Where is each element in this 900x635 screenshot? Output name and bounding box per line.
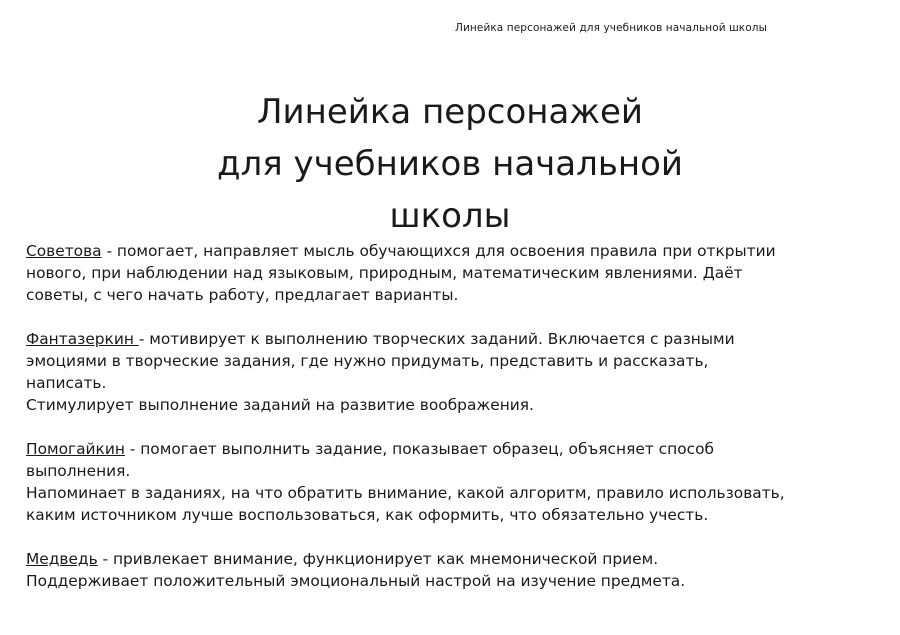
character-name: Медведь: [26, 550, 98, 568]
page-title-line: Линейка персонажей: [256, 92, 644, 132]
paragraph-line: каким источником лучше воспользоваться, как оформить, что обязательно учесть.: [26, 506, 709, 524]
description-text: - мотивирует к выполнению творческих заданий. Включается с разными: [138, 330, 735, 348]
paragraph-line: [26, 328, 876, 350]
paragraph-line: [26, 548, 876, 570]
paragraph-line: советы, с чего начать работу, предлагает варианты.: [26, 286, 459, 304]
paragraph-line: Поддерживает положительный эмоциональный настрой на изучение предмета.: [26, 572, 686, 590]
paragraph-line: Напоминает в заданиях, на что обратить внимание, какой алгоритм, правило использовать,: [26, 484, 785, 502]
character-paragraph-fantazerkin: [26, 328, 876, 416]
character-name: Фантазеркин: [26, 330, 139, 348]
paragraph-line: эмоциями в творческие задания, где нужно придумать, представить и рассказать,: [26, 352, 709, 370]
character-descriptions: [26, 240, 876, 592]
description-text: - помогает выполнить задание, показывает образец, объясняет способ: [124, 440, 714, 458]
character-name: Советова: [26, 242, 102, 260]
character-paragraph-medved: [26, 548, 876, 592]
page-title: [0, 86, 900, 242]
character-name: Помогайкин: [26, 440, 125, 458]
paragraph-line: [26, 438, 876, 460]
paragraph-line: [26, 240, 876, 262]
running-header: Линейка персонажей для учебников начальной школы: [455, 22, 767, 34]
paragraph-line: выполнения.: [26, 462, 131, 480]
character-paragraph-pomogaikin: [26, 438, 876, 526]
description-text: - привлекает внимание, функционирует как мнемонической прием.: [97, 550, 659, 568]
character-paragraph-sovetova: [26, 240, 876, 306]
paragraph-line: нового, при наблюдении над языковым, природным, математическим явлениями. Даёт: [26, 264, 743, 282]
description-text: - помогает, направляет мысль обучающихся для освоения правила при открытии: [101, 242, 776, 260]
paragraph-line: Стимулирует выполнение заданий на развитие воображения.: [26, 396, 534, 414]
paragraph-line: написать.: [26, 374, 107, 392]
page-title-line: школы: [389, 196, 511, 236]
page-title-line: для учебников начальной: [217, 144, 683, 184]
